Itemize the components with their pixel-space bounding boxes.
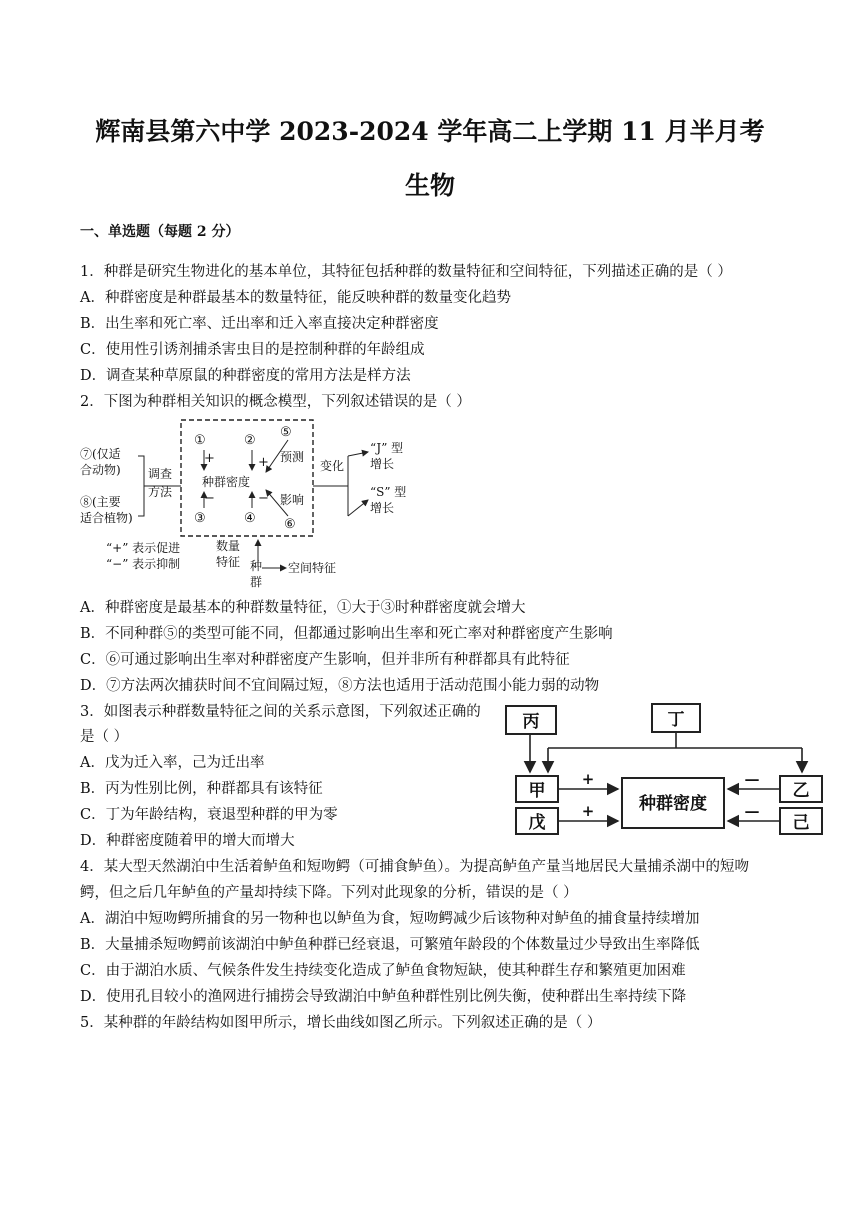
s-curve-line1: “S” 型 [370,485,406,499]
q4-stem-line2: 鳄，但之后几年鲈鱼的产量却持续下降。下列对此现象的分析，错误的是（ ） [80,885,578,901]
population-label-2: 群 [250,575,263,588]
plus-1: + [204,451,215,466]
j-curve-line1: “J” 型 [370,441,404,455]
label-bing: 丙 [522,712,540,732]
j-curve-line2: 增长 [370,457,395,471]
label-6: ⑥ [284,517,296,532]
q2-option-c: C．⑥可通过影响出生率对种群密度产生影响，但并非所有种群都具有此特征 [80,652,570,668]
label-jia: 甲 [528,781,546,801]
q3-relation-diagram [502,700,832,842]
label-1: ① [194,433,206,448]
q2-option-b: B．不同种群⑤的类型可能不同，但都通过影响出生率和死亡率对种群密度产生影响 [80,626,613,642]
minus-2: − [258,491,269,506]
q2-option-d: D．⑦方法两次捕获时间不宜间隔过短，⑧方法也适用于活动范围小能力弱的动物 [80,678,600,694]
q4-option-c: C．由于湖泊水质、气候条件发生持续变化造成了鲈鱼食物短缺，使其种群生存和繁殖更加困难 [80,963,686,979]
label-center: 种群密度 [639,794,707,814]
legend-plus: “+” 表示促进 [106,541,181,555]
minus-ji: — [744,802,760,820]
q2-stem: 2．下图为种群相关知识的概念模型，下列叙述错误的是（ ） [80,394,471,410]
q3-stem-line1: 3．如图表示种群数量特征之间的关系示意图，下列叙述正确的 [80,704,481,720]
spatial-label: 空间特征 [288,561,337,575]
q4-option-d: D．使用孔目较小的渔网进行捕捞会导致湖泊中鲈鱼种群性别比例失衡，使种群出生率持续下降 [80,989,687,1005]
method-8-line1: ⑧(主要 [80,495,121,509]
quantity-label-1: 数量 [216,539,241,553]
label-4: ④ [244,511,256,526]
label-wu: 戊 [528,813,546,833]
subject-title: 生物 [404,171,455,200]
q3-option-c: C．丁为年龄结构，衰退型种群的甲为零 [80,807,338,823]
q3-stem-line2: 是（ ） [80,729,129,745]
plus-2: + [258,455,269,470]
label-5: ⑤ [280,425,292,440]
minus-1: − [204,491,215,506]
method-8-line2: 适合植物) [80,511,133,525]
minus-yi: — [744,770,760,788]
method-7-line2: 合动物) [80,463,121,477]
predict-label: 预测 [280,450,305,464]
change-label: 变化 [320,459,345,473]
q1-option-d: D．调查某种草原鼠的种群密度的常用方法是样方法 [80,368,411,384]
q5-stem: 5．某种群的年龄结构如图甲所示，增长曲线如图乙所示。下列叙述正确的是（ ） [80,1015,602,1031]
influence-label: 影响 [280,493,305,507]
page-title: 辉南县第六中学 2023-2024 学年高二上学期 11 月半月考 [95,117,765,146]
q4-stem-line1: 4．某大型天然湖泊中生活着鲈鱼和短吻鳄（可捕食鲈鱼）。为提高鲈鱼产量当地居民大量捕杀湖中的短吻 [80,859,749,875]
method-7-line1: ⑦(仅适 [80,447,121,461]
label-yi: 乙 [792,781,810,801]
s-curve-line2: 增长 [370,501,395,515]
q1-option-b: B．出生率和死亡率、迁出率和迁入率直接决定种群密度 [80,316,439,332]
quantity-label-2: 特征 [216,555,241,569]
q3-option-a: A．戊为迁入率，己为迁出率 [80,755,265,771]
survey-label-1: 调查 [148,467,173,481]
q2-option-a: A．种群密度是最基本的种群数量特征，①大于③时种群密度就会增大 [80,600,526,616]
plus-wu: + [581,802,595,820]
label-ji: 己 [792,813,810,833]
q4-option-b: B．大量捕杀短吻鳄前该湖泊中鲈鱼种群已经衰退，可繁殖年龄段的个体数量过少导致出生率降低 [80,937,700,953]
section-heading: 一、单选题（每题 2 分） [80,224,240,240]
q3-option-d: D．种群密度随着甲的增大而增大 [80,833,295,849]
plus-jia: + [581,770,595,788]
center-label: 种群密度 [202,475,251,489]
q1-option-a: A．种群密度是种群最基本的数量特征，能反映种群的数量变化趋势 [80,290,511,306]
q1-stem: 1．种群是研究生物进化的基本单位，其特征包括种群的数量特征和空间特征，下列描述正确的是（ ） [80,264,732,280]
survey-label-2: 方法 [148,485,173,499]
legend-minus: “−” 表示抑制 [106,557,181,571]
q3-option-b: B．丙为性别比例，种群都具有该特征 [80,781,323,797]
q4-option-a: A．湖泊中短吻鳄所捕食的另一物种也以鲈鱼为食，短吻鳄减少后该物种对鲈鱼的捕食量持续增加 [80,911,700,927]
label-ding: 丁 [667,710,685,730]
label-2: ② [244,433,256,448]
q2-concept-diagram [76,416,406,588]
q1-option-c: C．使用性引诱剂捕杀害虫目的是控制种群的年龄组成 [80,342,425,358]
label-3: ③ [194,511,206,526]
population-label-1: 种 [250,559,263,573]
